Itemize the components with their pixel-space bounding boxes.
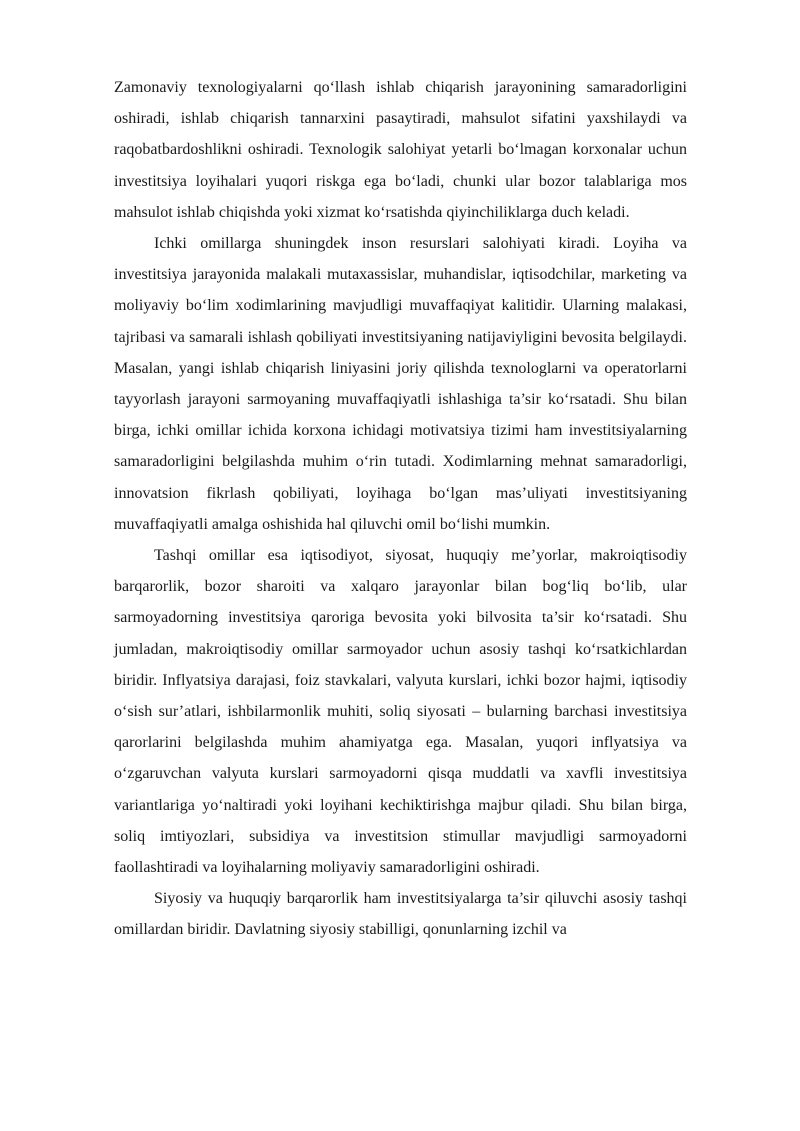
paragraph-human-resources: Ichki omillarga shuningdek inson resurslari salohiyati kiradi. Loyiha va investitsiya jarayonida malakali mutaxassislar, muhandislar, iqtisodchilar, marketing va moliyaviy bo‘lim xodimlarining mavjudligi muvaffaqiyat kalitidir. Ularning malakasi, tajribasi va samarali ishlash qobiliyati investitsiyaning natijaviyligini bevosita belgilaydi. Masalan, yangi ishlab chiqarish liniyasini joriy qilishda texnologlarni va operatorlarni tayyorlash jarayoni sarmoyaning muvaffaqiyatli ishlashiga ta’sir ko‘rsatadi. Shu bilan birga, ichki omillar ichida korxona ichidagi motivatsiya tizimi ham investitsiyalarning samaradorligini belgilashda muhim o‘rin tutadi. Xodimlarning mehnat samaradorligi, innovatsion fikrlash qobiliyati, loyihaga bo‘lgan mas’uliyati investitsiyaning muvaffaqiyatli amalga oshishida hal qiluvchi omil bo‘lishi mumkin. bbox=[114, 235, 687, 533]
paragraph-continuation: Zamonaviy texnologiyalarni qo‘llash ishlab chiqarish jarayonining samaradorligini oshiradi, ishlab chiqarish tannarxini pasaytiradi, mahsulot sifatini yaxshilaydi va raqobatbardoshlikni oshiradi. Texnologik salohiyat yetarli bo‘lmagan korxonalar uchun investitsiya loyihalari yuqori riskga ega bo‘ladi, chunki ular bozor talablariga mos mahsulot ishlab chiqishda yoki xizmat ko‘rsatishda qiyinchiliklarga duch keladi. bbox=[114, 79, 687, 221]
paragraph-political-legal: Siyosiy va huquqiy barqarorlik ham investitsiyalarga ta’sir qiluvchi asosiy tashqi omillardan biridir. Davlatning siyosiy stabilligi, qonunlarning izchil va bbox=[114, 890, 687, 939]
document-page bbox=[114, 72, 687, 946]
paragraph-external-factors: Tashqi omillar esa iqtisodiyot, siyosat, huquqiy me’yorlar, makroiqtisodiy barqarorlik, bozor sharoiti va xalqaro jarayonlar bilan bog‘liq bo‘lib, ular sarmoyadorning investitsiya qaroriga bevosita yoki bilvosita ta’sir ko‘rsatadi. Shu jumladan, makroiqtisodiy omillar sarmoyador uchun asosiy tashqi ko‘rsatkichlardan biridir. Inflyatsiya darajasi, foiz stavkalari, valyuta kurslari, ichki bozor hajmi, iqtisodiy o‘sish sur’atlari, ishbilarmonlik muhiti, soliq siyosati – bularning barchasi investitsiya qarorlarini belgilashda muhim ahamiyatga ega. Masalan, yuqori inflyatsiya va o‘zgaruvchan valyuta kurslari sarmoyadorni qisqa muddatli va xavfli investitsiya variantlariga yo‘naltiradi yoki loyihani kechiktirishga majbur qiladi. Shu bilan birga, soliq imtiyozlari, subsidiya va investitsion stimullar mavjudligi sarmoyadorni faollashtiradi va loyihalarning moliyaviy samaradorligini oshiradi. bbox=[114, 547, 687, 877]
